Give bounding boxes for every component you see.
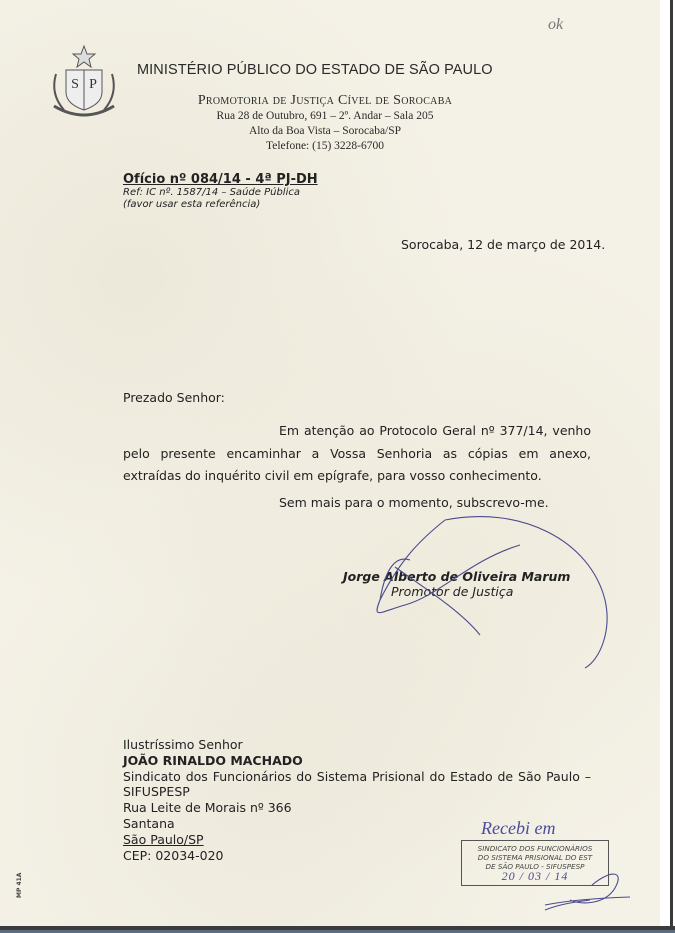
form-code: MP 41A bbox=[16, 872, 23, 898]
address-line-1: Rua 28 de Outubro, 691 – 2º. Andar – Sala 205 bbox=[216, 110, 434, 122]
recipient-postal-code: CEP: 02034-020 bbox=[123, 847, 224, 863]
handwritten-initials: ok bbox=[548, 16, 564, 33]
page-edge bbox=[670, 0, 673, 926]
reference-block bbox=[123, 172, 318, 211]
receipt-stamp bbox=[461, 840, 609, 886]
letter-body bbox=[123, 420, 591, 488]
closing-line: Sem mais para o momento, subscrevo-me. bbox=[279, 495, 549, 510]
organization-title: MINISTÉRIO PÚBLICO DO ESTADO DE SÃO PAULO bbox=[137, 62, 493, 78]
stamp-date: 20 / 03 / 14 bbox=[501, 869, 569, 883]
ref-note: (favor usar esta referência) bbox=[123, 199, 261, 210]
oficio-number: Ofício nº 084/14 - 4ª PJ-DH bbox=[123, 172, 318, 187]
stamp-line-3: DE SÃO PAULO - SIFUSPESP bbox=[485, 862, 585, 871]
recipient-name: JOÃO RINALDO MACHADO bbox=[123, 752, 303, 768]
recipient-district: Santana bbox=[123, 815, 175, 831]
stamp-line-2: DO SISTEMA PRISIONAL DO EST bbox=[477, 853, 593, 862]
office-header bbox=[150, 92, 500, 154]
body-paragraph: Em atenção ao Protocolo Geral nº 377/14, venho pelo presente encaminhar a Vossa Senhoria as cópias em anexo, extraídas do inquérito civil em epígrafe, para vosso conhecimento. bbox=[123, 423, 591, 483]
signer-name: Jorge Alberto de Oliveira Marum bbox=[343, 569, 571, 584]
svg-text:P: P bbox=[89, 77, 97, 92]
address-line-2: Alto da Boa Vista – Sorocaba/SP bbox=[248, 125, 402, 137]
recipient-city: São Paulo/SP bbox=[123, 831, 204, 847]
recipient-org-line-2: SIFUSPESP bbox=[123, 784, 190, 800]
ref-line: Ref: IC nº. 1587/14 – Saúde Pública bbox=[123, 187, 300, 198]
recipient-salutation: Ilustríssimo Senhor bbox=[123, 737, 243, 752]
date-line: Sorocaba, 12 de março de 2014. bbox=[401, 237, 606, 252]
recipient-org-line-1: Sindicato dos Funcionários do Sistema Prisional do Estado de São Paulo – bbox=[123, 768, 591, 784]
stamp-line-1: SINDICATO DOS FUNCIONÁRIOS bbox=[477, 844, 593, 853]
state-crest-icon bbox=[44, 44, 124, 120]
office-name: Promotoria de Justiça Cível de Sorocaba bbox=[197, 93, 453, 108]
bottom-scan-edge bbox=[0, 926, 675, 933]
svg-text:S: S bbox=[71, 77, 79, 92]
signature-block bbox=[343, 569, 570, 600]
phone-line: Telefone: (15) 3228-6700 bbox=[266, 140, 384, 152]
greeting: Prezado Senhor: bbox=[123, 390, 225, 405]
received-handwritten-note: Recebi em bbox=[481, 818, 556, 838]
signer-role: Promotor de Justiça bbox=[391, 584, 514, 599]
recipient-street: Rua Leite de Morais nº 366 bbox=[123, 800, 292, 816]
